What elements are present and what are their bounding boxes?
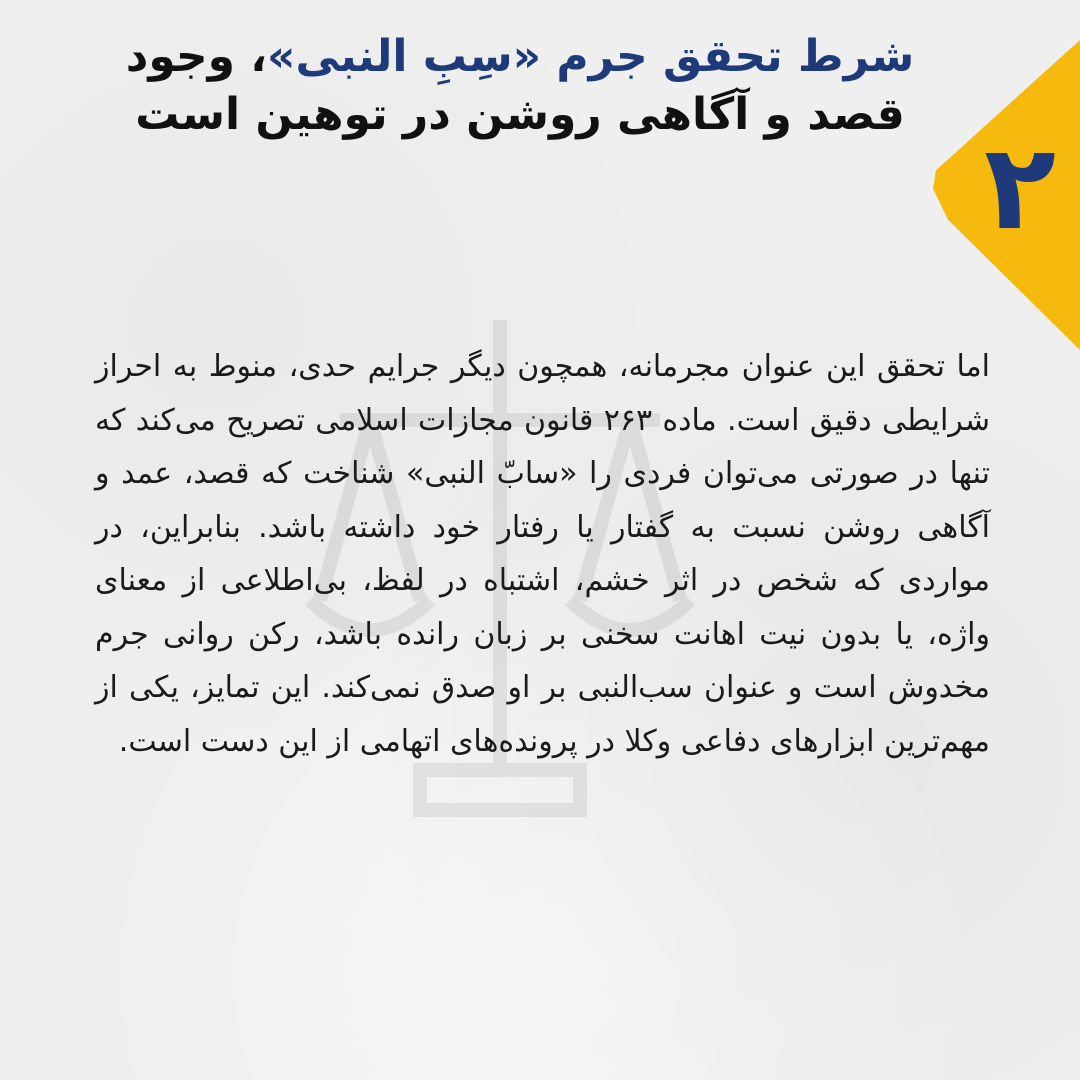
body-paragraph: اما تحقق این عنوان مجرمانه، همچون دیگر جرایم حدی، منوط به احراز شرایطی دقیق است. ماده ۲۶۳ قانون مجازات اسلامی تصریح می‌کند که تنها در صورتی می‌توان فردی را «سابّ النبی» شناخت که قصد، عمد و آگاهی روشن نسبت به گفتار یا رفتار خود داشته باشد. بنابراین، در مواردی که شخص در اثر خشم، اشتباه در لفظ، بی‌اطلاعی از معنای واژه، یا بدون نیت اهانت سخنی بر زبان رانده باشد، رکن روانی جرم مخدوش است و عنوان سب‌النبی بر او صدق نمی‌کند. این تمایز، یکی از مهم‌ترین ابزارهای دفاعی وکلا در پرونده‌های اتهامی از این دست است. [95,349,990,759]
title-highlight: شرط تحقق جرم «سِبِ النبی» [267,31,915,82]
title-separator: ، [234,31,268,82]
title-rest: وجود قصد و آگاهی روشن در توهین است [125,31,905,140]
slide-number: ۲ [983,118,1056,256]
page-title [90,28,950,144]
